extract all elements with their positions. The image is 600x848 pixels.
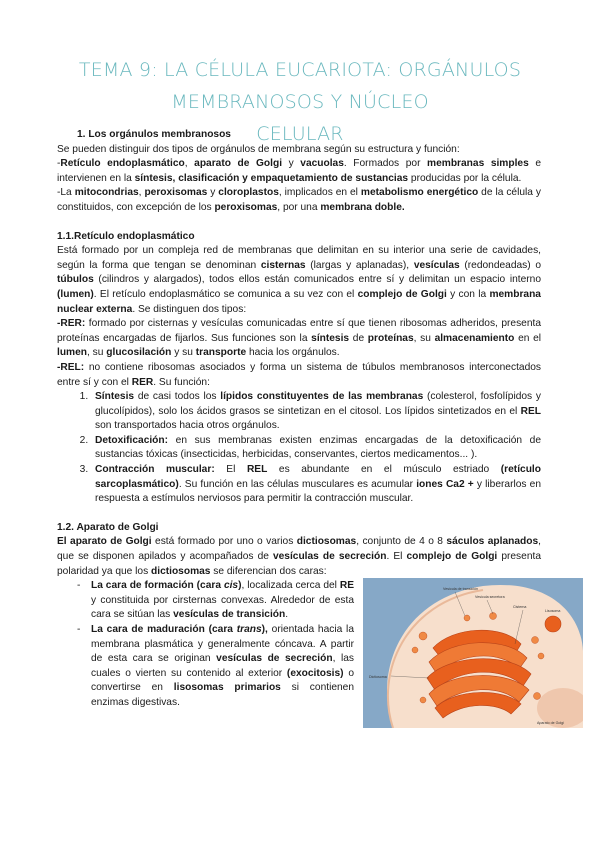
paragraph-rel: -REL: no contiene ribosomas asociados y forma un sistema de túbulos membranosos interconectados entre sí y con el RER. Su función: — [57, 361, 541, 388]
golgi-illustration — [363, 578, 583, 728]
list-item-cara-cis: - La cara de formación (cara cis), localizada cerca del RE y constituida por cirsternas convexas. Alrededor de esta cara se sitúan las vesículas de transición. — [57, 579, 354, 623]
paragraph-rer: -RER: formado por cisternas y vesículas comunicadas entre sí que tienen ribosomas adheridos, presenta proteínas encargadas de fijarlos. Sus funciones son la síntesis de proteínas, su almacenamiento en el lumen, su glucosilación y su transporte hacia los orgánulos. — [57, 318, 541, 359]
golgi-diagram — [363, 578, 583, 728]
section-heading-reticulo: 1.1.Retículo endoplasmático — [57, 230, 195, 242]
rel-function-list — [57, 390, 541, 507]
fig-label: Vesícula de transición — [443, 587, 478, 592]
document-body — [57, 128, 564, 726]
lysosome — [545, 616, 561, 632]
list-item: 2. Detoxificación: en sus membranas existen enzimas encargadas de la detoxificación de sustancias tóxicas (insecticidas, herbicidas, conservantes, ciertos medicamentos... ). — [91, 434, 541, 463]
paragraph-golgi: El aparato de Golgi está formado por uno o varios dictiosomas, conjunto de 4 o 8 sáculos aplanados, que se disponen apilados y acompañados de vesículas de secreción. El complejo de Golgi presenta polaridad ya que los dictiosomas se diferencian dos caras: — [57, 536, 541, 577]
paragraph-membrana-doble: -La mitocondrias, peroxisomas y cloroplastos, implicados en el metabolismo energético de la célula y constituidos, con excepción de los peroxisomas, por una membrana doble. — [57, 187, 541, 213]
fig-label: Dictiosoma — [369, 675, 387, 680]
fig-label: Cisterna — [513, 605, 527, 610]
list-item-cara-trans: - La cara de maduración (cara trans), orientada hacia la membrana plasmática y generalmente cóncava. A partir de esta cara se originan vesículas de secreción, las cuales o vierten su contenido al exterior (exocitosis) o convertirse en lisosomas primarios si contienen enzimas digestivas. — [57, 623, 354, 711]
paragraph-reticulo: Está formado por un compleja red de membranas que delimitan en su interior una serie de cavidades, según la forma que tengan se denominan cisternas (largas y aplanadas), vesículas (redondeadas) o túbulos (cilindros y alargados), todos ellos están comunicados entre sí y delimitan un espacio interno (lumen). El retículo endoplasmático se comunica a su vez con el complejo de Golgi y con la membrana nuclear externa. Se distinguen dos tipos: — [57, 245, 542, 315]
page-title-line-2: CELULAR — [256, 123, 344, 145]
page-title-line-1: TEMA 9: LA CÉLULA EUCARIOTA: ORGÁNULOS MEMBRANOSOS Y NÚCLEO — [78, 59, 522, 113]
fig-label: Lisosoma — [545, 609, 561, 614]
section-heading-organulos: 1. Los orgánulos membranosos — [77, 129, 231, 140]
paragraph-membrana-simple: -Retículo endoplasmático, aparato de Golgi y vacuolas. Formados por membranas simples e intervienen en la síntesis, clasificación y empaquetamiento de sustancias producidas por la célula. — [57, 158, 542, 184]
section-heading-golgi: 1.2. Aparato de Golgi — [57, 521, 159, 533]
golgi-section — [57, 535, 564, 726]
fig-label: Vesícula secretora — [475, 595, 505, 600]
list-item: 1. Síntesis de casi todos los lípidos constituyentes de las membranas (colesterol, fosfolípidos y glucolípidos), solo los ácidos grasos se sintetizan en el citosol. Los lípidos sintetizados en el REL son transportados hacia otros orgánulos. — [91, 390, 541, 434]
section-intro: Se pueden distinguir dos tipos de orgánulos de membrana según su estructura y función: — [57, 143, 460, 155]
list-item: 3. Contracción muscular: El REL es abundante en el músculo estriado (retículo sarcoplasmático). Su función en las células musculares es acumular iones Ca2 + y liberarlos en respuesta a estímulos nerviosos para permitir la contracción muscular. — [91, 463, 541, 507]
fig-label: Aparato de Golgi — [537, 721, 564, 726]
